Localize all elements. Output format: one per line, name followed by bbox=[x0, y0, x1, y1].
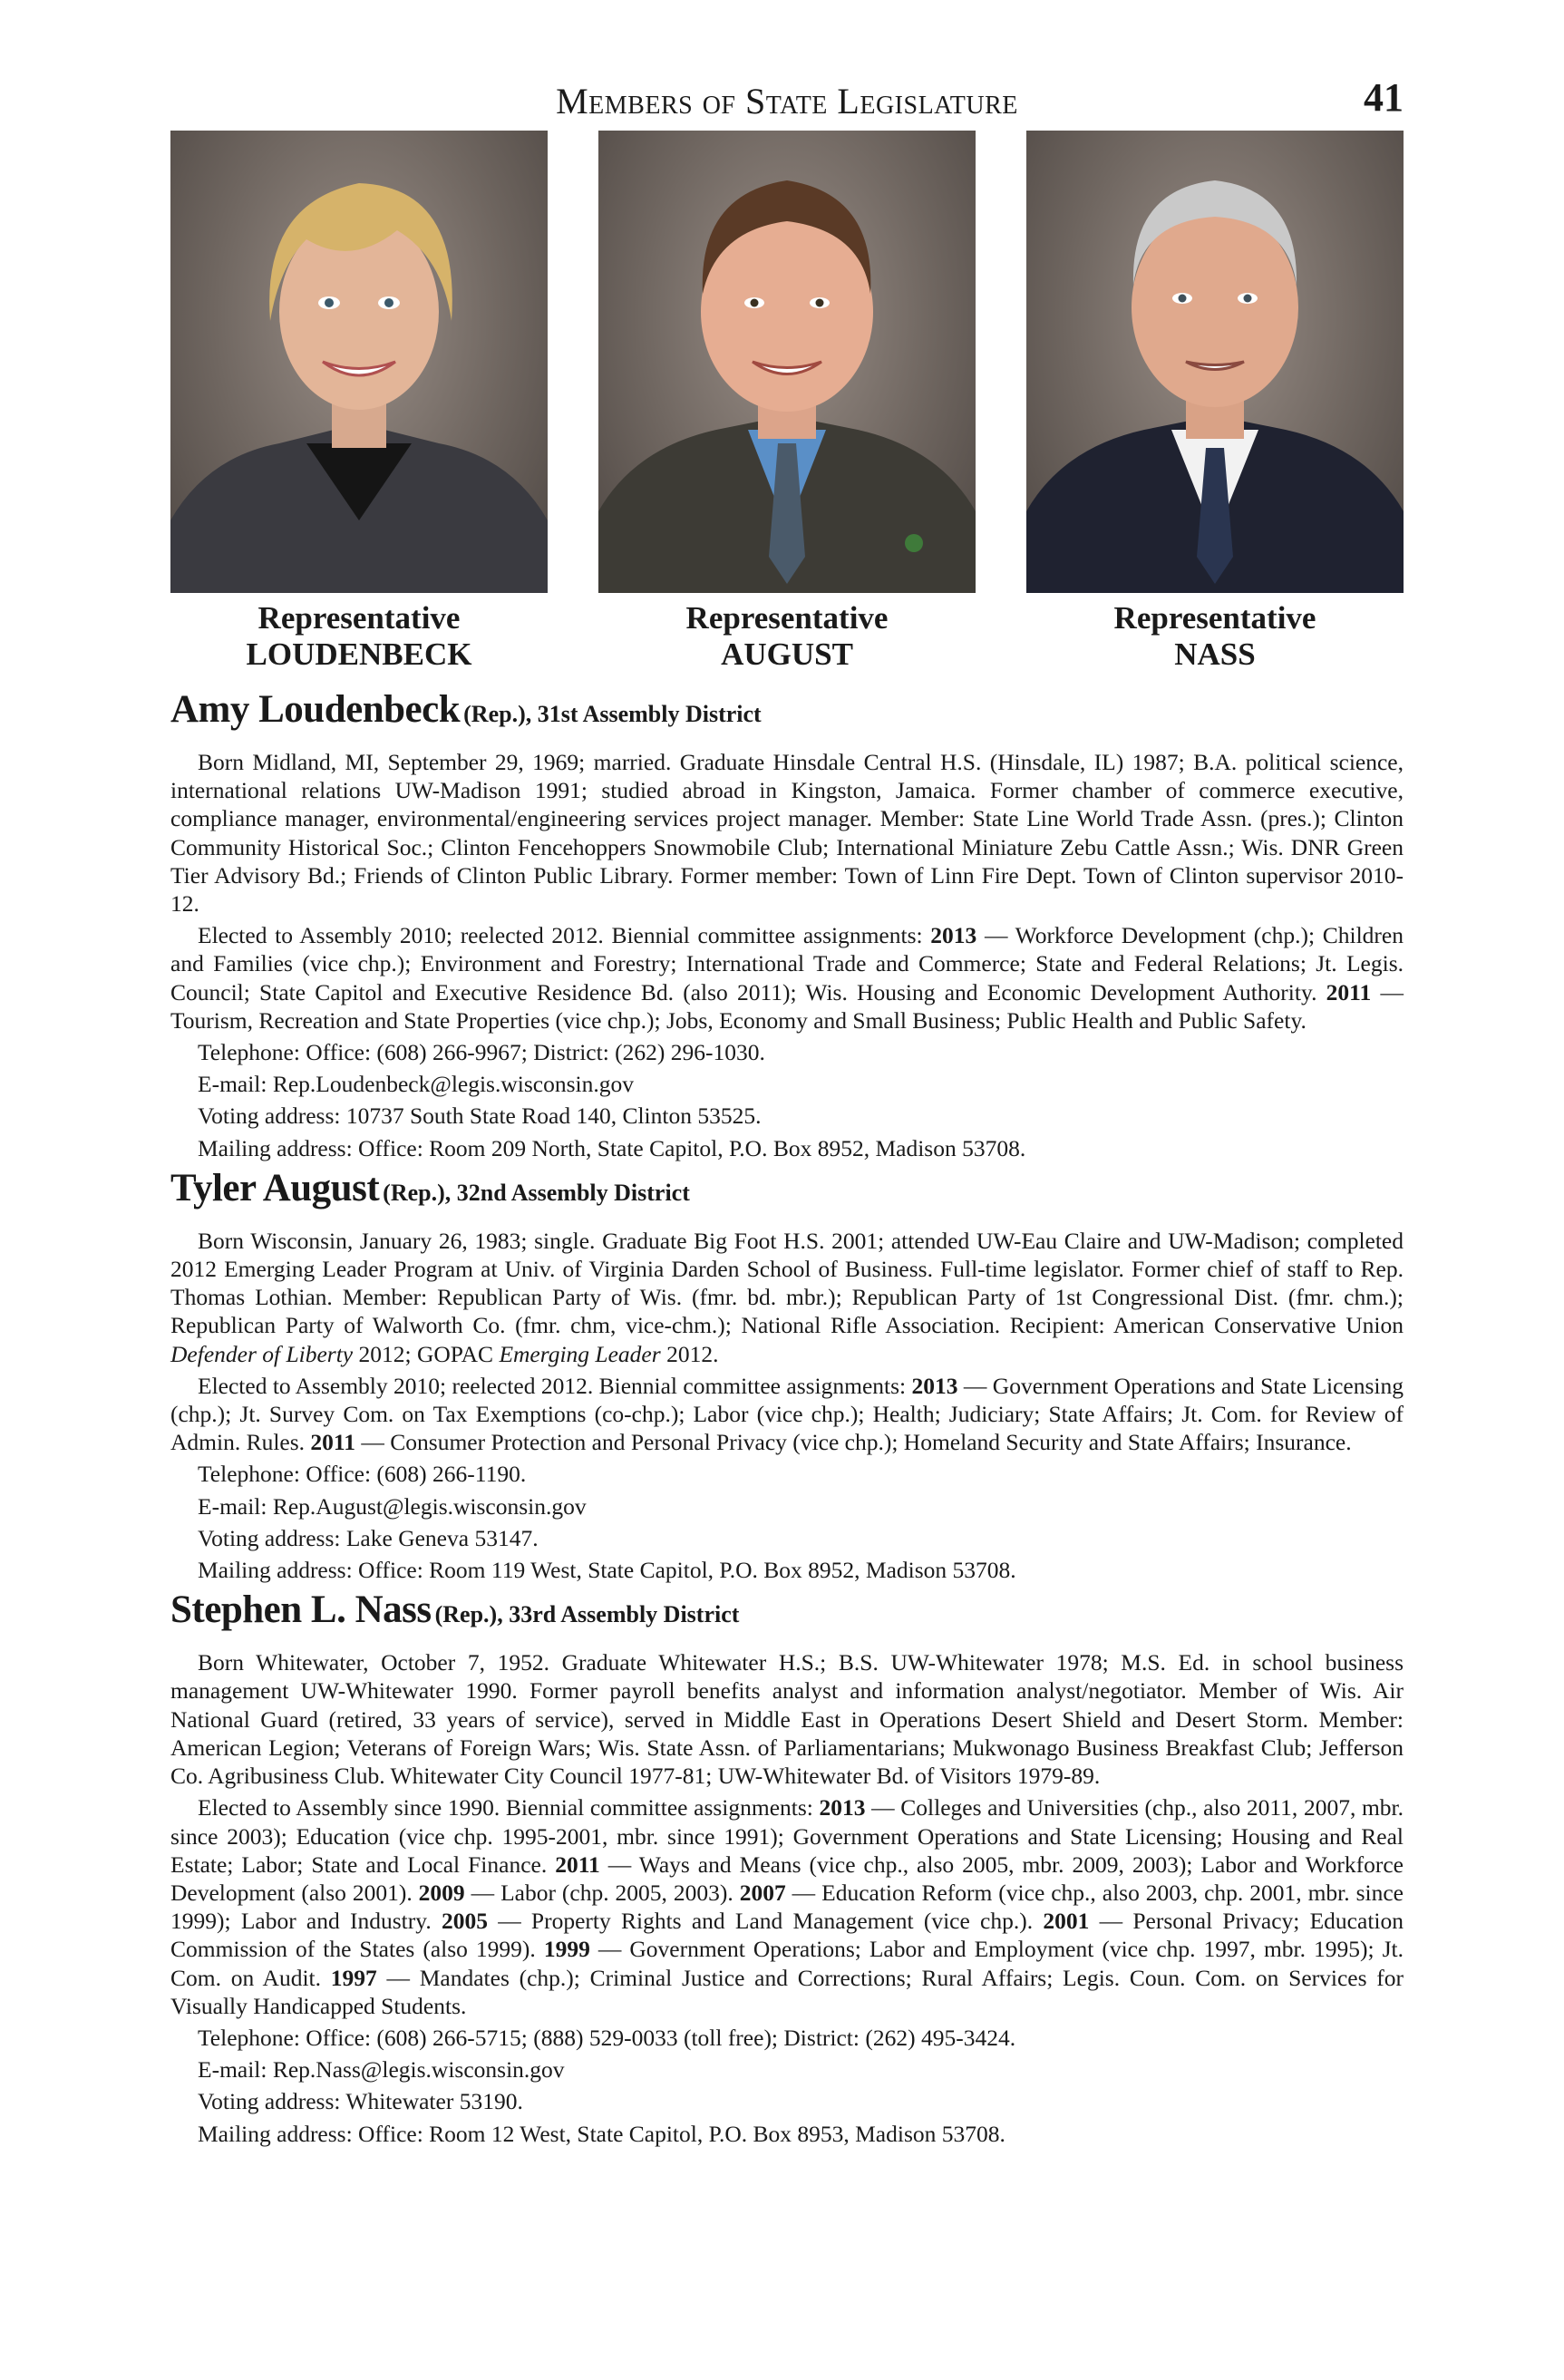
committee-year: 2013 bbox=[911, 1372, 958, 1399]
committee-year: 1999 bbox=[543, 1936, 590, 1963]
biography-heading bbox=[170, 1588, 1404, 1641]
personal-text: 2012. bbox=[660, 1340, 719, 1367]
telephone: Telephone: Office: (608) 266-1190. bbox=[198, 1461, 527, 1488]
portrait-caption bbox=[598, 600, 976, 673]
portrait-photo bbox=[170, 131, 548, 593]
member-name: Amy Loudenbeck bbox=[170, 688, 461, 731]
committee-text: — Personal Privacy; Education Commission of the States (also 1999). bbox=[170, 1908, 1404, 1963]
personal-paragraph: Born Whitewater, October 7, 1952. Graduate Whitewater H.S.; B.S. UW-Whitewater 1978; M.S. Ed. in school business management UW-Whitewater 1990. Former payroll benefits analyst and information analyst/negotiator. Member of Wis. Air National Guard (retired, 33 years of service), served in Middle East in Operations Desert Shield and Desert Storm. Member: American Legion; Veterans of Foreign Wars; Wis. State Assn. of Parliamentarians; Mukwonago Business Breakfast Club; Jefferson Co. Agribusiness Club. Whitewater City Council 1977-81; UW-Whitewater Bd. of Visitors 1979-89. bbox=[170, 1649, 1404, 1790]
biography-nass bbox=[170, 1588, 1404, 2147]
caption-surname: LOUDENBECK bbox=[246, 636, 472, 672]
committee-text: — Education Reform (vice chp., also 2003, chp. 2001, mbr. since 1999); Labor and Industry. bbox=[170, 1879, 1404, 1935]
voting-address: Voting address: Whitewater 53190. bbox=[198, 2088, 523, 2115]
award-title: Defender of Liberty bbox=[170, 1340, 354, 1367]
portrait-loudenbeck bbox=[170, 131, 548, 673]
committee-year: 1997 bbox=[330, 1964, 377, 1991]
mailing-address: Mailing address: Office: Room 12 West, State Capitol, P.O. Box 8953, Madison 53708. bbox=[198, 2120, 1005, 2147]
personal-paragraph bbox=[170, 1227, 1404, 1368]
committee-intro: Elected to Assembly since 1990. Biennial committee assignments: bbox=[198, 1794, 813, 1821]
caption-title: Representative bbox=[685, 600, 889, 636]
committee-text: — Government Operations; Labor and Employment (vice chp. 1997, mbr. 1995); Jt. Com. on Audit. bbox=[170, 1936, 1404, 1991]
committee-text: — Labor (chp. 2005, 2003). bbox=[464, 1879, 740, 1906]
member-district: (Rep.), 31st Assembly District bbox=[463, 701, 762, 727]
portrait-image bbox=[170, 131, 548, 593]
page-number: 41 bbox=[1364, 75, 1404, 120]
biography-loudenbeck bbox=[170, 687, 1404, 1162]
email: E-mail: Rep.August@legis.wisconsin.gov bbox=[198, 1492, 587, 1520]
biography-heading bbox=[170, 1166, 1404, 1219]
committee-year: 2011 bbox=[555, 1851, 600, 1878]
committee-text: — Ways and Means (vice chp., also 2005, mbr. 2009, 2003); Labor and Workforce Development (also 2001). bbox=[170, 1851, 1404, 1906]
committee-text: — Tourism, Recreation and State Properties (vice chp.); Jobs, Economy and Small Business; Public Health and Public Safety. bbox=[170, 978, 1404, 1034]
telephone: Telephone: Office: (608) 266-9967; District: (262) 296-1030. bbox=[198, 1039, 765, 1066]
member-district: (Rep.), 33rd Assembly District bbox=[434, 1601, 740, 1628]
member-name: Tyler August bbox=[170, 1166, 380, 1209]
page-header bbox=[170, 74, 1404, 129]
member-name: Stephen L. Nass bbox=[170, 1588, 432, 1632]
committee-year: 2013 bbox=[930, 922, 977, 949]
committee-paragraph bbox=[170, 921, 1404, 1035]
committee-intro: Elected to Assembly 2010; reelected 2012. Biennial committee assignments: bbox=[198, 922, 923, 949]
caption-surname: AUGUST bbox=[721, 636, 853, 672]
caption-title: Representative bbox=[1113, 600, 1316, 636]
committee-text: — Workforce Development (chp.); Children and Families (vice chp.); Environment and Forestry; International Trade and Commerce; State and Federal Relations; Jt. Legis. Council; State Capitol and Executive Residence Bd. (also 2011); Wis. Housing and Economic Development Authority. bbox=[170, 922, 1404, 1005]
committee-text: — Mandates (chp.); Criminal Justice and Corrections; Rural Affairs; Legis. Coun. Com. on Services for Visually Handicapped Students. bbox=[170, 1964, 1404, 2019]
committee-paragraph bbox=[170, 1793, 1404, 2020]
mailing-address: Mailing address: Office: Room 209 North, State Capitol, P.O. Box 8952, Madison 53708. bbox=[198, 1134, 1026, 1161]
committee-year: 2001 bbox=[1043, 1908, 1090, 1935]
telephone: Telephone: Office: (608) 266-5715; (888) 529-0033 (toll free); District: (262) 495-3424. bbox=[198, 2024, 1016, 2051]
portrait-image bbox=[1026, 131, 1404, 593]
committee-year: 2011 bbox=[310, 1429, 356, 1456]
committee-intro: Elected to Assembly 2010; reelected 2012. Biennial committee assignments: bbox=[198, 1372, 907, 1399]
caption-title: Representative bbox=[257, 600, 461, 636]
committee-paragraph bbox=[170, 1372, 1404, 1457]
committee-year: 2011 bbox=[1326, 978, 1372, 1005]
biography-august bbox=[170, 1166, 1404, 1584]
voting-address: Voting address: 10737 South State Road 140, Clinton 53525. bbox=[198, 1103, 762, 1130]
running-title: Members of State Legislature bbox=[556, 81, 1018, 121]
award-title: Emerging Leader bbox=[499, 1340, 661, 1367]
portrait-image bbox=[598, 131, 976, 593]
portrait-nass bbox=[1026, 131, 1404, 673]
portrait-row bbox=[170, 131, 1404, 675]
committee-year: 2009 bbox=[418, 1879, 465, 1906]
biography-list bbox=[170, 687, 1404, 2152]
committee-year: 2013 bbox=[819, 1794, 866, 1821]
personal-paragraph: Born Midland, MI, September 29, 1969; married. Graduate Hinsdale Central H.S. (Hinsdale, IL) 1987; B.A. political science, international relations UW-Madison 1991; studied abroad in Kingston, Jamaica. Former chamber of commerce executive, compliance manager, environmental/engineering services project manager. Member: State Line World Trade Assn. (pres.); Clinton Community Historical Soc.; Clinton Fencehoppers Snowmobile Club; International Miniature Zebu Cattle Assn.; Wis. DNR Green Tier Advisory Bd.; Friends of Clinton Public Library. Former member: Town of Linn Fire Dept. Town of Clinton supervisor 2010-12. bbox=[170, 749, 1404, 918]
mailing-address: Mailing address: Office: Room 119 West, State Capitol, P.O. Box 8952, Madison 53708. bbox=[198, 1557, 1016, 1584]
committee-text: — Consumer Protection and Personal Privacy (vice chp.); Homeland Security and State Affairs; Insurance. bbox=[355, 1429, 1352, 1456]
committee-year: 2005 bbox=[441, 1908, 488, 1935]
committee-text: — Government Operations and State Licensing (chp.); Jt. Survey Com. on Tax Exemptions (co-chp.); Labor (vice chp.); Health; Judiciary; State Affairs; Jt. Com. for Review of Admin. Rules. bbox=[170, 1372, 1404, 1456]
email: E-mail: Rep.Loudenbeck@legis.wisconsin.gov bbox=[198, 1071, 634, 1098]
portrait-august bbox=[598, 131, 976, 673]
voting-address: Voting address: Lake Geneva 53147. bbox=[198, 1524, 539, 1551]
member-district: (Rep.), 32nd Assembly District bbox=[383, 1179, 690, 1206]
portrait-photo bbox=[1026, 131, 1404, 593]
personal-text: Born Wisconsin, January 26, 1983; single. Graduate Big Foot H.S. 2001; attended UW-Eau Claire and UW-Madison; completed 2012 Emerging Leader Program at Univ. of Virginia Darden School of Business. Full-time legislator. Former chief of staff to Rep. Thomas Lothian. Member: Republican Party of Wis. (fmr. bd. mbr.); Republican Party of 1st Congressional Dist. (fmr. chm.); Republican Party of Walworth Co. (fmr. chm, vice-chm.); National Rifle Association. Recipient: American Conservative Union bbox=[170, 1227, 1404, 1339]
portrait-photo bbox=[598, 131, 976, 593]
personal-text: 2012; GOPAC bbox=[353, 1340, 500, 1367]
portrait-caption bbox=[1026, 600, 1404, 673]
committee-year: 2007 bbox=[739, 1879, 786, 1906]
portrait-caption bbox=[170, 600, 548, 673]
email: E-mail: Rep.Nass@legis.wisconsin.gov bbox=[198, 2056, 565, 2084]
caption-surname: NASS bbox=[1174, 636, 1256, 672]
committee-text: — Property Rights and Land Management (vice chp.). bbox=[487, 1908, 1044, 1935]
biography-heading bbox=[170, 687, 1404, 741]
committee-text: — Colleges and Universities (chp., also 2011, 2007, mbr. since 2003); Education (vice chp. 1995-2001, mbr. since 1991); Government Operations and State Licensing; Housing and Real Estate; Labor; State and Local Finance. bbox=[170, 1794, 1404, 1878]
